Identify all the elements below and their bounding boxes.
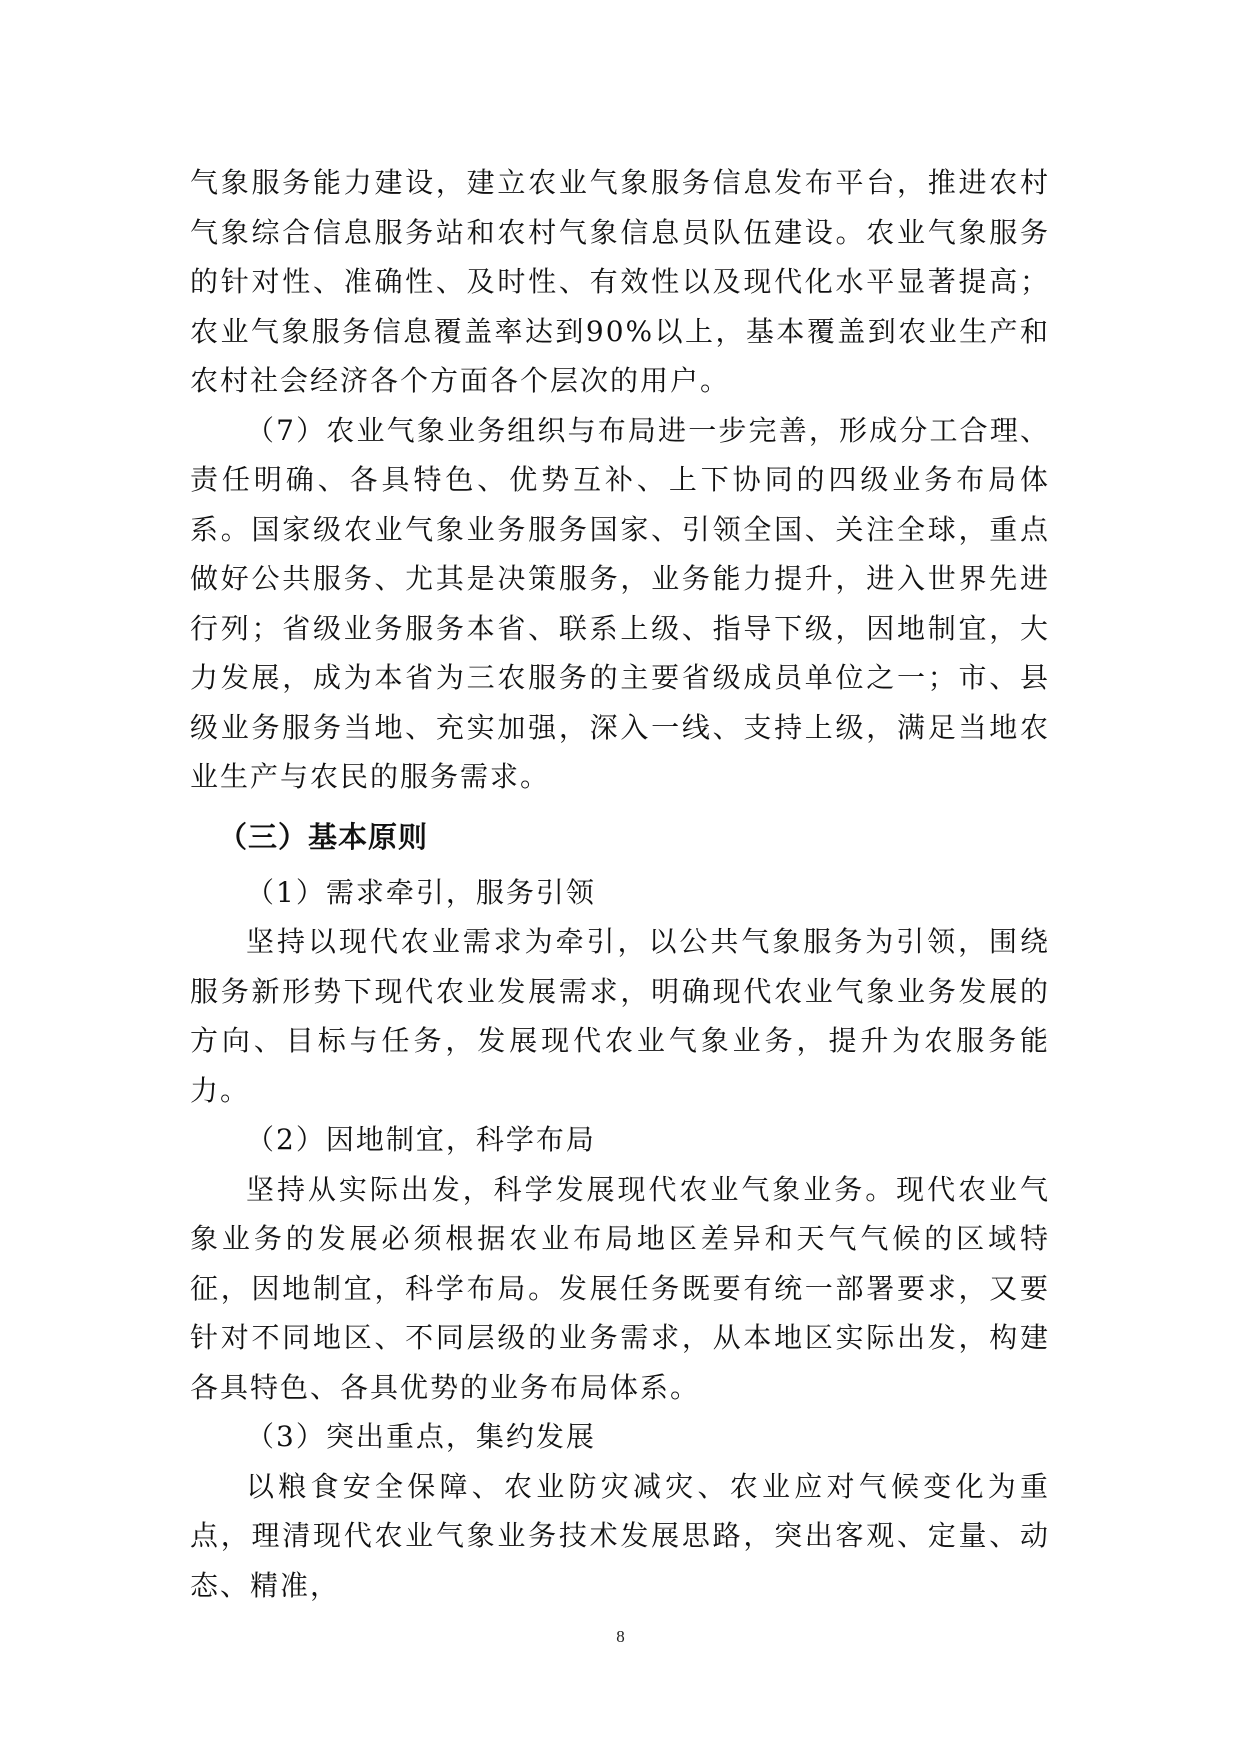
page-number: 8 <box>616 1627 625 1646</box>
paragraph-item-7: （7）农业气象业务组织与布局进一步完善，形成分工合理、责任明确、各具特色、优势互补、上下协同的四级业务布局体系。国家级农业气象业务服务国家、引领全国、关注全球，重点做好公共服务、尤其是决策服务，业务能力提升，进入世界先进行列；省级业务服务本省、联系上级、指导下级，因地制宜，大力发展，成为本省为三农服务的主要省级成员单位之一；市、县级业务服务当地、充实加强，深入一线、支持上级，满足当地农业生产与农民的服务需求。 <box>190 413 1050 793</box>
principle-2-title: （2）因地制宜，科学布局 <box>246 1123 596 1156</box>
principle-2-body: 坚持从实际出发，科学发展现代农业气象业务。现代农业气象业务的发展必须根据农业布局地区差异和天气气候的区域特征，因地制宜，科学布局。发展任务既要有统一部署要求，又要针对不同地区、不同层级的业务需求，从本地区实际出发，构建各具特色、各具优势的业务布局体系。 <box>190 1172 1050 1404</box>
principle-3-title: （3）突出重点，集约发展 <box>246 1420 596 1453</box>
principle-1-body: 坚持以现代农业需求为牵引，以公共气象服务为引领，围绕服务新形势下现代农业发展需求，明确现代农业气象业务发展的方向、目标与任务，发展现代农业气象业务，提升为农服务能力。 <box>190 925 1050 1107</box>
principle-1-title: （1）需求牵引，服务引领 <box>246 875 596 909</box>
section-heading: （三）基本原则 <box>218 819 429 854</box>
principle-3-body: 以粮食安全保障、农业防灾减灾、农业应对气候变化为重点，理清现代农业气象业务技术发展思路，突出客观、定量、动态、精准， <box>190 1469 1050 1602</box>
paragraph-continuation: 气象服务能力建设，建立农业气象服务信息发布平台，推进农村气象综合信息服务站和农村气象信息员队伍建设。农业气象服务的针对性、准确性、及时性、有效性以及现代化水平显著提高；农业气象服务信息覆盖率达到90%以上，基本覆盖到农业生产和农村社会经济各个方面各个层次的用户。 <box>190 166 1050 397</box>
page-body <box>190 158 1050 1610</box>
